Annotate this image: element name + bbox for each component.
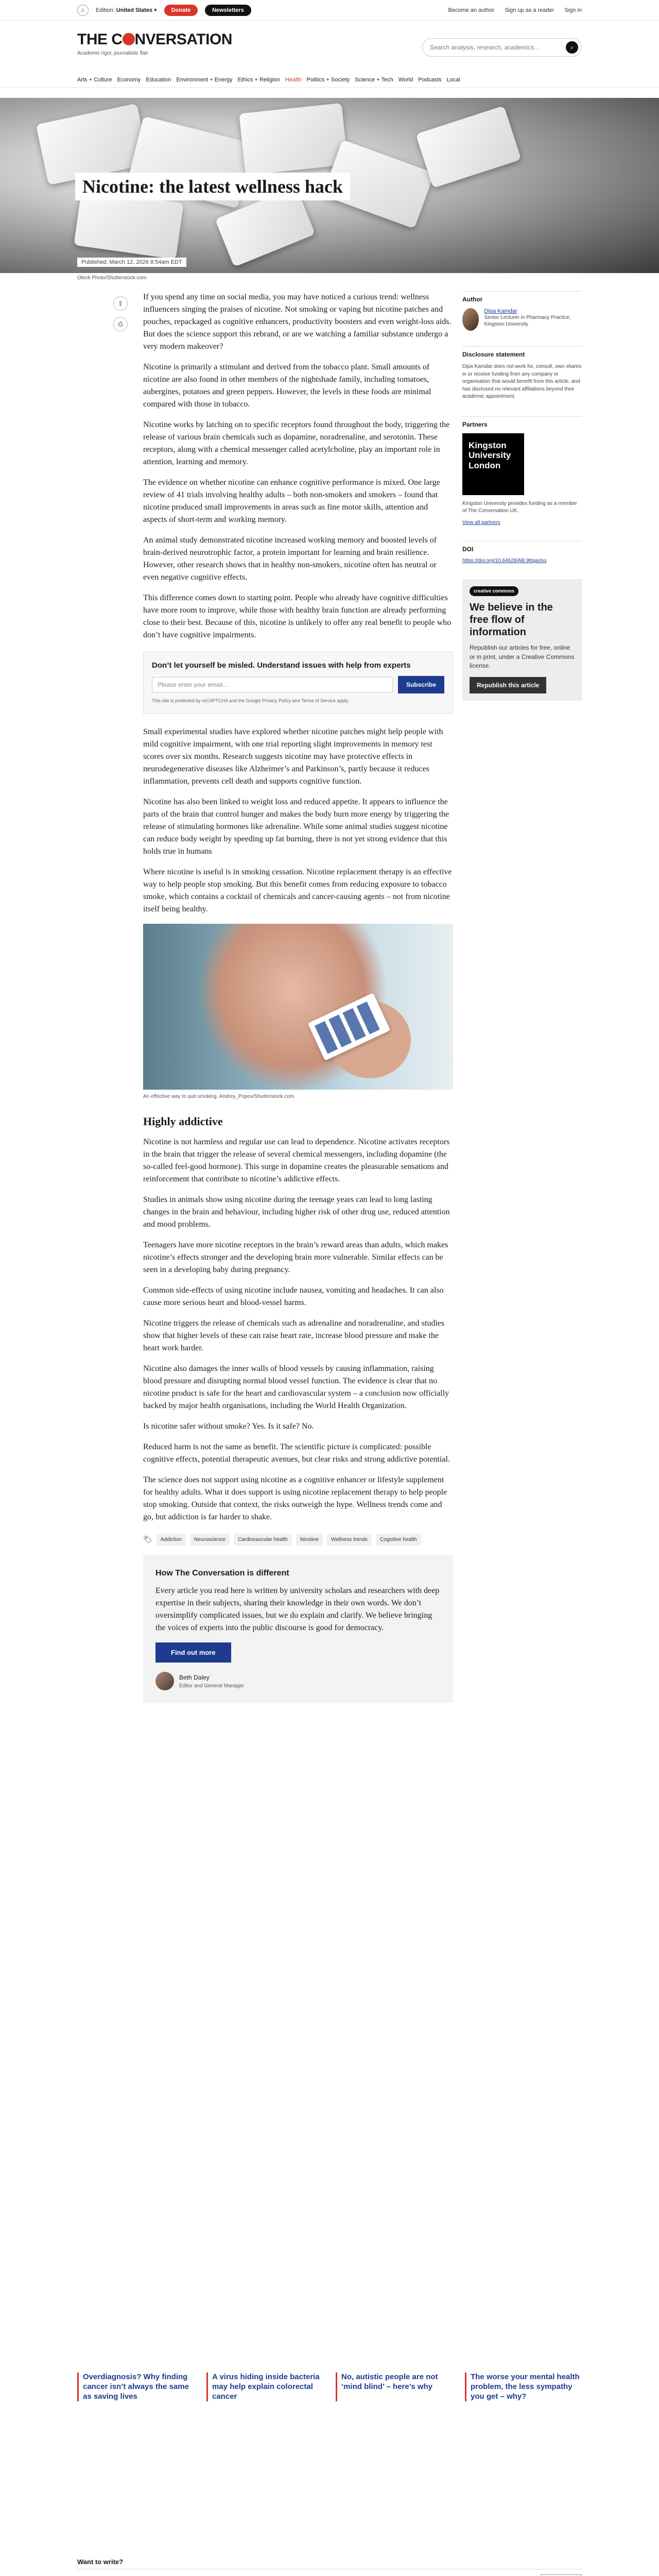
pouch-shape — [239, 103, 348, 175]
become-author-link[interactable]: Become an author — [448, 7, 495, 13]
tag-link[interactable]: Neuroscience — [190, 1534, 230, 1546]
tag-link[interactable]: Wellness trends — [327, 1534, 372, 1546]
nav-item-environment-energy[interactable]: Environment + Energy — [176, 76, 233, 83]
nav-item-ethics-religion[interactable]: Ethics + Religion — [237, 76, 280, 83]
author-heading: Author — [462, 291, 582, 303]
want-to-write — [77, 2558, 582, 2576]
article-body — [143, 291, 453, 1703]
related-article-link[interactable]: No, autistic people are not ‘mind blind’ – here’s why — [336, 2372, 453, 2401]
signer-role: Editor and General Manager — [179, 1683, 245, 1689]
sidebar — [462, 291, 582, 701]
paragraph: Nicotine is not harmless and regular use can lead to dependence. Nicotine activates receptors in the brain that trigger the release of several chemical messengers, including dopamine (the so-called feel-good hormone). This surge in dopamine creates the pleasurable sensations and reinforcement that contribute to nicotine’s addictive effects. — [143, 1137, 450, 1183]
paragraph: Common side-effects of using nicotine include nausea, vomiting and headaches. It can also cause more serious heart and blood-vessel harms. — [143, 1285, 444, 1307]
edition-value: United States — [116, 7, 153, 13]
doi-heading: DOI — [462, 541, 582, 553]
avatar — [155, 1672, 174, 1690]
nav-item-local[interactable]: Local — [446, 76, 460, 83]
search-placeholder: Search analysis, research, academics… — [430, 44, 541, 51]
author-name-link[interactable]: Dipa Kamdar — [484, 308, 517, 314]
figure-image — [143, 924, 453, 1090]
partners-heading: Partners — [462, 416, 582, 428]
newsletter-row — [152, 676, 444, 693]
article-title: Nicotine: the latest wellness hack — [75, 173, 350, 200]
tag-link[interactable]: Cardiovascular health — [234, 1534, 292, 1546]
paragraph: Small experimental studies have explored whether nicotine patches might help people with mild cognitive impairment, with one trial reporting slight improvements in memory test scores over six months. Research suggests nicotine may have protective effects in neurodegenerative diseases like Alzheimer’s and Parkinson’s, partly because it reduces inflammation, prevents cell death and supports cognitive function. — [143, 727, 443, 786]
share-column — [113, 296, 128, 331]
logo-dot-icon — [123, 33, 135, 45]
search-input[interactable] — [422, 38, 582, 57]
tag-link[interactable]: Addiction — [157, 1534, 186, 1546]
article-figure — [143, 924, 453, 1100]
author-role: Senior Lecturer in Pharmacy Practice, Kingston University — [484, 315, 571, 327]
donate-button[interactable]: Donate — [164, 5, 198, 16]
paragraph: The science does not support using nicotine as a cognitive enhancer or lifestyle supplement for healthy adults. What it does support is using nicotine replacement therapy to help people stop smoking. Outside that context, the risks outweigh the hype. Wellness trends come and go, but addiction is far harder to shake. — [143, 1475, 447, 1521]
republish-text: Republish our articles for free, online or in print, under a Creative Commons license. — [470, 644, 575, 670]
published-date: Published: March 12, 2026 8:54am EDT — [77, 258, 186, 267]
author-card — [462, 308, 582, 331]
tag-link[interactable]: Nicotine — [296, 1534, 323, 1546]
edition-label: Edition: — [96, 7, 115, 13]
nav-item-science-tech[interactable]: Science + Tech — [355, 76, 393, 83]
newsletter-signup — [143, 652, 453, 714]
paragraph: An animal study demonstrated nicotine increased working memory and boosted levels of brain-derived neurotrophic factor, a protein important for learning and brain resilience. However, other research shows that in healthy non-smokers, nicotine often has neutral or even negative cognitive effects. — [143, 536, 437, 582]
republish-heading: We believe in the free flow of information — [470, 602, 553, 638]
paragraph: Nicotine has also been linked to weight loss and reduced appetite. It appears to influence the parts of the brain that control hunger and makes the body burn more energy by triggering the release of stimulating hormones like adrenaline. While some animal studies suggest nicotine can reduce body weight by speeding up fat burning, there is not yet strong evidence that this holds true in humans — [143, 797, 449, 856]
partner-text: Kingston University provides funding as a member of The Conversation UK. — [462, 500, 577, 514]
disclosure-text: Dipa Kamdar does not work for, consult, own shares in or receive funding from any company or organisation that would benefit from this article, and has disclosed no relevant affiliations beyond their academic appointment. — [462, 364, 582, 399]
view-partners-link[interactable]: View all partners — [462, 519, 500, 526]
signer-name: Beth Daley — [179, 1673, 210, 1681]
paragraph: Nicotine is primarily a stimulant and derived from the tobacco plant. Small amounts of nicotine are also found in other members of the nightshade family, including tomatoes, aubergines, potatoes and green peppers. However, the levels in these foods are minimal compared with those in tobacco. — [143, 363, 431, 409]
paragraph: Nicotine works by latching on to specific receptors found throughout the body, triggering the release of various brain chemicals such as dopamine, noradrenaline, and serotonin. These receptors, along with a chemical messenger called acetylcholine, play an important role in attention, learning and memory. — [143, 420, 450, 466]
pouch-shape — [415, 106, 521, 188]
related-article-link[interactable]: A virus hiding inside bacteria may help explain colorectal cancer — [206, 2372, 323, 2401]
site-logo[interactable] — [77, 31, 232, 48]
nav-item-world[interactable]: World — [398, 76, 413, 83]
partner-logo[interactable]: Kingston University London — [462, 433, 524, 495]
utility-bar — [0, 0, 659, 21]
search-icon[interactable]: ⌕ — [566, 41, 578, 54]
nav-item-health[interactable]: Health — [285, 76, 302, 83]
creative-commons-icon: creative commons — [470, 586, 518, 597]
newsletter-heading: Don’t let yourself be misled. Understand issues with help from experts — [152, 661, 411, 670]
hero-credit: Oleck Photo/Shutterstock.com — [77, 275, 147, 281]
masthead — [0, 21, 659, 72]
paragraph: This difference comes down to starting point. People who already have cognitive difficulties have more room to improve, while those with healthy brain function are already performing close to their best. Because of this, nicotine is unlikely to offer any real benefit to people who don’t have cognitive impairments. — [143, 594, 452, 639]
republish-box — [462, 579, 582, 701]
logo-text-pre: THE C — [77, 31, 123, 48]
signin-link[interactable]: Sign in — [564, 7, 582, 13]
logo-text-post: NVERSATION — [134, 31, 232, 48]
signup-reader-link[interactable]: Sign up as a reader — [505, 7, 554, 13]
write-row — [77, 2569, 582, 2576]
tag-icon: 🏷 — [143, 1535, 152, 1544]
different-heading: How The Conversation is different — [155, 1568, 289, 1578]
share-icon[interactable]: ⇪ — [113, 296, 128, 311]
utility-left — [77, 5, 251, 16]
account-links — [448, 7, 582, 13]
how-different-box — [143, 1555, 453, 1703]
paragraph: Is nicotine safer without smoke? Yes. Is it safe? No. — [143, 1421, 314, 1431]
nav-item-arts-culture[interactable]: Arts + Culture — [77, 76, 112, 83]
print-icon[interactable]: ⎙ — [113, 317, 128, 331]
newsletters-button[interactable]: Newsletters — [205, 5, 251, 16]
subscribe-button[interactable]: Subscribe — [398, 676, 444, 693]
tag-link[interactable]: Cognitive health — [376, 1534, 421, 1546]
paragraph: The evidence on whether nicotine can enhance cognitive performance is mixed. One large review of 41 trials involving healthy adults – both non-smokers and smokers – found that nicotine produced small improvements in areas such as fine motor skills, attention and aspects of short-term and working memory. — [143, 478, 440, 524]
author-avatar[interactable] — [462, 308, 479, 331]
republish-button[interactable]: Republish this article — [470, 677, 546, 693]
paragraph: Where nicotine is useful is in smoking cessation. Nicotine replacement therapy is an effective way to help people stop smoking. But this benefit comes from reducing exposure to tobacco smoke, which contains a cocktail of chemicals and cancer-causing agents – not from nicotine itself being healthy. — [143, 867, 452, 913]
paragraph: Nicotine also damages the inner walls of blood vessels by causing inflammation, raising blood pressure and disrupting normal blood vessel function. The evidence is clear that no nicotine product is safe for the heart and cardiovascular system – a conclusion now officially backed by major health organisations, including the World Health Organization. — [143, 1364, 449, 1410]
related-article-link[interactable]: The worse your mental health problem, the less sympathy you get – why? — [465, 2372, 582, 2401]
chevron-down-icon: ▾ — [154, 7, 157, 13]
section-heading: Highly addictive — [143, 1114, 223, 1128]
signer — [155, 1672, 441, 1690]
doi-link[interactable]: https://doi.org/10.64628/AB.9ttqaxtxv — [462, 557, 547, 564]
paragraph: Nicotine triggers the release of chemicals such as adrenaline and noradrenaline, and studies show that higher levels of these can raise heart rate, increase blood pressure and make the heart work harder. — [143, 1318, 445, 1352]
tag-list — [143, 1534, 453, 1546]
paragraph: If you spend any time on social media, you may have noticed a curious trend: wellness influencers singing the praises of nicotine. Not smoking or vaping but nicotine patches and pouches, repackaged as cognitive enhancers, productivity boosters and even weight-loss aids. But does the science support this rebrand, or are we watching a familiar substance undergo a very modern makeover? — [143, 293, 452, 351]
disclosure-heading: Disclosure statement — [462, 346, 582, 358]
nav-item-education[interactable]: Education — [146, 76, 171, 83]
nav-item-economy[interactable]: Economy — [117, 76, 141, 83]
paragraph: Reduced harm is not the same as benefit. The scientific picture is complicated: possible cognitive effects, potential therapeutic avenues, but clear risks and strong addictive potential. — [143, 1442, 450, 1464]
home-icon[interactable]: ⌂ — [77, 5, 89, 16]
nav-item-podcasts[interactable]: Podcasts — [418, 76, 442, 83]
paragraph: Studies in animals show using nicotine during the teenage years can lead to long lasting changes in the brain and behaviour, including higher risk of other drug use, reduced attention and mood problems. — [143, 1195, 450, 1229]
nav-item-politics-society[interactable]: Politics + Society — [306, 76, 350, 83]
different-body: Every article you read here is written by university scholars and researchers with deep expertise in their subjects, sharing their knowledge in their own words. We don’t oversimplify complicated issues, but we do explain and clarify. We believe bringing the voices of experts into the public discourse is good for democracy. — [155, 1586, 440, 1632]
email-field[interactable]: Please enter your email... — [152, 677, 393, 692]
logo-block[interactable] — [77, 31, 232, 56]
recaptcha-notice: This site is protected by reCAPTCHA and the Google Privacy Policy and Terms of Service apply. — [152, 698, 349, 704]
write-heading: Want to write? — [77, 2558, 124, 2566]
related-articles — [77, 2372, 582, 2401]
related-article-link[interactable]: Overdiagnosis? Why finding cancer isn’t always the same as saving lives — [77, 2372, 194, 2401]
site-tagline: Academic rigor, journalistic flair — [77, 50, 148, 56]
find-out-more-button[interactable]: Find out more — [155, 1642, 231, 1663]
paragraph: Teenagers have more nicotine receptors in the brain’s reward areas than adults, which makes nicotine’s effects stronger and the developing brain more vulnerable. Similar effects can be seen in a developing baby during pregnancy. — [143, 1240, 448, 1274]
edition-selector[interactable] — [96, 7, 157, 13]
figure-caption: An effective way to quit smoking. Andrey_Popov/Shutterstock.com — [143, 1093, 294, 1099]
main-nav — [0, 72, 659, 88]
